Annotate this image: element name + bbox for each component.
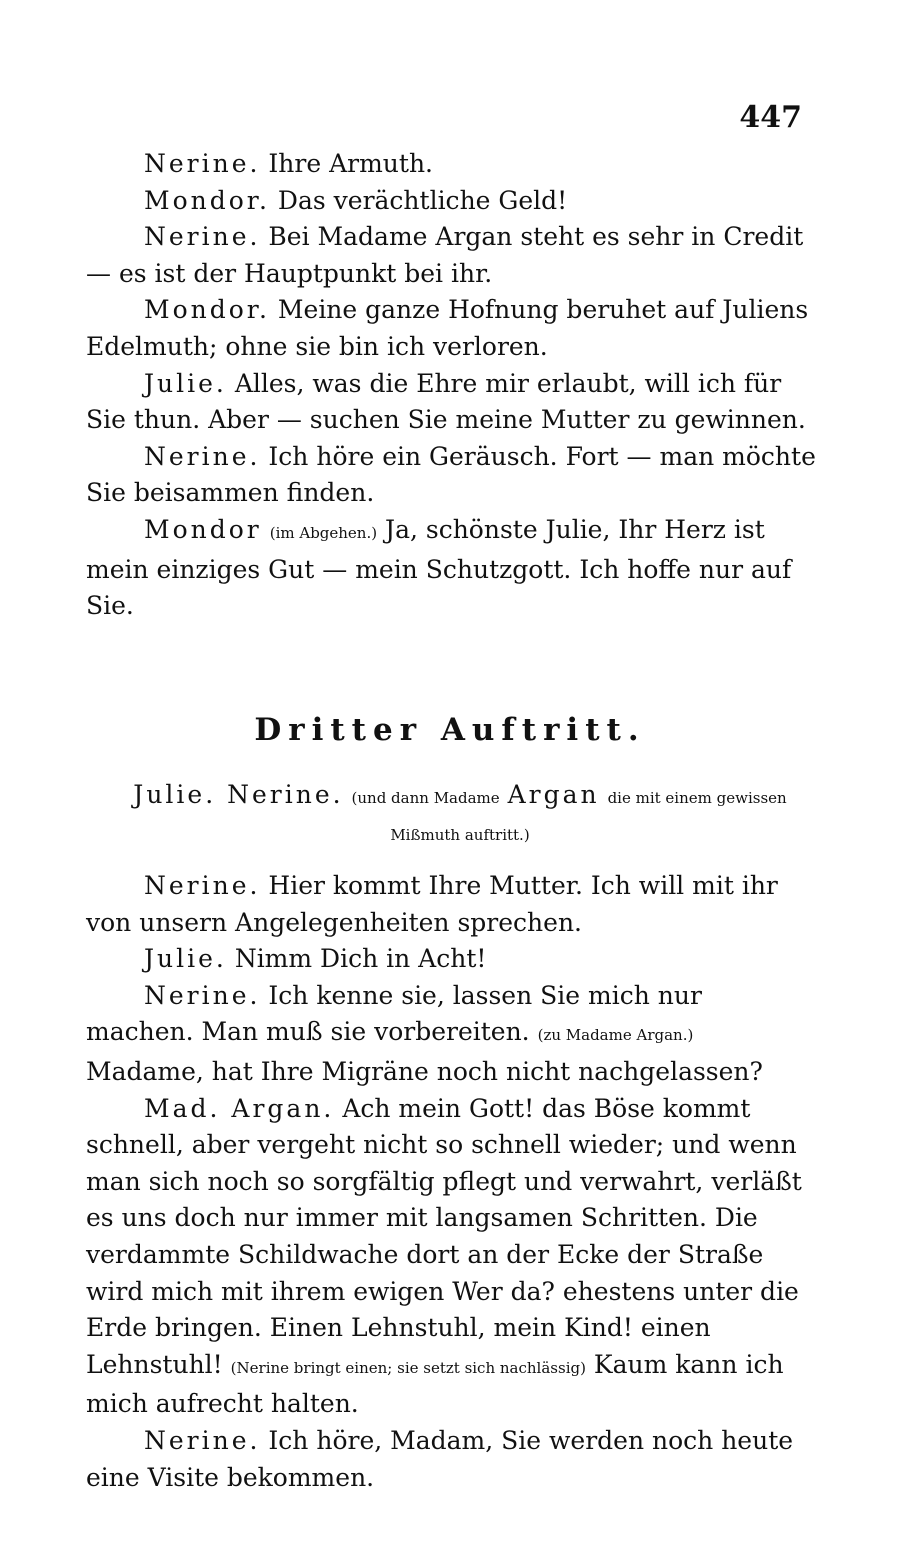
cast-names: Julie. Nerine.	[133, 780, 344, 809]
speaker-name: Julie.	[144, 368, 227, 398]
paragraph	[86, 439, 816, 512]
speech-text: Madame, hat Ihre Migräne noch nicht nachgelassen?	[86, 1056, 763, 1086]
speech-text: Alles, was die Ehre mir erlaubt, will ich für Sie thun. Aber — suchen Sie meine Mutter zu gewinnen.	[86, 368, 806, 435]
speaker-name: Mondor.	[144, 295, 270, 325]
speech-text: Kaum kann ich mich aufrecht halten.	[86, 1349, 784, 1419]
speaker-name: Nerine.	[144, 149, 261, 178]
speaker-name: Mondor	[144, 514, 262, 544]
speech-text: Das verächtliche Geld!	[277, 185, 568, 215]
paragraph	[86, 366, 816, 439]
stage-direction: (im Abgehen.)	[269, 523, 378, 542]
paragraph	[86, 512, 816, 625]
paragraph	[86, 1091, 816, 1423]
paragraph	[86, 146, 816, 183]
speaker-name: Julie.	[144, 944, 227, 974]
paragraph	[86, 978, 816, 1091]
paragraph	[86, 868, 816, 941]
speech-text: Ihre Armuth.	[268, 149, 433, 178]
scene-heading: Dritter Auftritt.	[254, 712, 646, 748]
speech-text: Nimm Dich in Acht!	[234, 944, 487, 974]
cast-list	[100, 778, 820, 852]
speaker-name: Nerine.	[144, 1425, 261, 1455]
stage-direction: (und dann Madame	[351, 789, 500, 807]
stage-direction: (zu Madame Argan.)	[537, 1026, 694, 1045]
speech-text: Ich höre, Madam, Sie werden noch heute eine Visite bekommen.	[86, 1425, 794, 1492]
speaker-name: Mondor.	[144, 185, 270, 215]
stage-direction: (Nerine bringt einen; sie setzt sich nachlässig)	[230, 1358, 586, 1377]
speech-text: Bei Madame Argan steht es sehr in Credit — es ist der Hauptpunkt bei ihr.	[86, 222, 804, 288]
speaker-name: Nerine.	[144, 980, 261, 1010]
speech-text: Meine ganze Hofnung beruhet auf Juliens Edelmuth; ohne sie bin ich verloren.	[86, 295, 809, 361]
speech-text: Ach mein Gott! das Böse kommt schnell, aber vergeht nicht so schnell wieder; und wenn man sich noch so sorgfältig pflegt und verwahrt, verläßt es uns doch nur immer mit langsamen Schritten. Die verdammte Schildwache dort an der Ecke der Straße wird mich mit ihrem ewigen Wer da? ehestens unter die Erde bringen. Einen Lehnstuhl, mein Kind! einen Lehnstuhl!	[86, 1093, 802, 1379]
speaker-name: Mad. Argan.	[144, 1093, 335, 1123]
speech-text: Ja, schönste Julie, Ihr Herz ist mein einziges Gut — mein Schutzgott. Ich hoffe nur auf Sie.	[86, 514, 792, 621]
paragraph	[86, 219, 816, 292]
speaker-name: Nerine.	[144, 441, 261, 471]
paragraph	[86, 1423, 816, 1496]
paragraph	[86, 183, 816, 220]
paragraph	[86, 292, 816, 365]
speaker-name: Nerine.	[144, 222, 261, 252]
dialogue-block-top	[86, 146, 816, 625]
paragraph	[86, 941, 816, 978]
page-number: 447	[739, 100, 802, 135]
stage-direction: die mit einem gewissen Mißmuth auftritt.)	[390, 789, 787, 844]
speech-text: Ich kenne sie, lassen Sie mich nur machen. Man muß sie vorbereiten.	[86, 980, 702, 1047]
cast-name: Argan	[507, 780, 600, 809]
speaker-name: Nerine.	[144, 871, 261, 900]
speech-text: Hier kommt Ihre Mutter. Ich will mit ihr von unsern Angelegenheiten sprechen.	[86, 871, 778, 937]
speech-text: Ich höre ein Geräusch. Fort — man möchte Sie beisammen finden.	[86, 441, 816, 508]
dialogue-block-bottom	[86, 868, 816, 1496]
